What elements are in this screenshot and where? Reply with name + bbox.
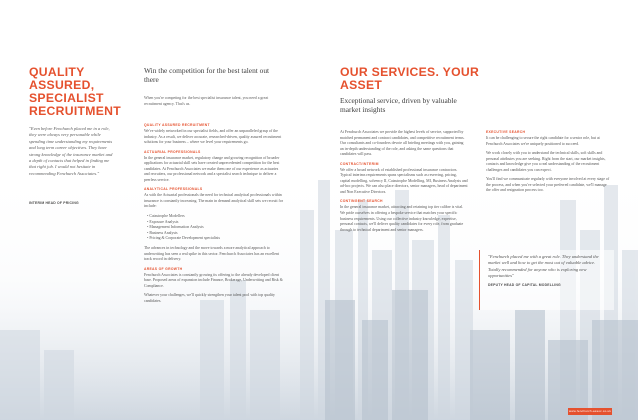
- section-overview: [340, 130, 468, 158]
- section-paragraph: We offer a broad network of established professional insurance contractors. Typical interims requirements spans specialisms such as reserving, pricing, capital modelling, solvency II, Catastrophe Modelling, MI, Business Analysts and ad-hoc projects. We can also place directors, senior managers, head of department and Non Executive Directors.: [340, 167, 468, 194]
- section-actuarial: [144, 150, 284, 184]
- testimonial-attribution: DEPUTY HEAD OF CAPITAL MODELLING: [488, 283, 561, 288]
- section-growth: [144, 267, 284, 305]
- section-paragraph: Fenchurch Associates is constantly growing its offering to the already developed client base. Proposed areas of expansion include Finance, Brokerage, Underwriting and Risk & Compliance.: [144, 272, 283, 288]
- section-paragraph: Whatever your challenges, we'll quickly strengthen your talent pool with top quality candidates.: [144, 293, 276, 303]
- section-title: ACTUARIAL PROFESSIONALS: [144, 149, 201, 154]
- section-paragraph: The advances in technology and the move towards a more analytical approach to underwriting has seen a real spike in this sector. Fenchurch Associates has an excellent track record in delivery.: [144, 245, 280, 262]
- skill-list: [144, 214, 284, 242]
- list-item: • Catastrophe Modellers: [147, 214, 284, 220]
- section-contract-interim: [340, 162, 468, 196]
- section-analytical: [144, 187, 284, 262]
- quote-attribution: INTERIM HEAD OF PRICING: [29, 201, 79, 205]
- section-title: EXECUTIVE SEARCH: [486, 130, 526, 134]
- section-quality-assured: [144, 123, 284, 146]
- intro-paragraph: When you're competing for the best specialist insurance talent, you need a great recruitment agency. That's us.: [144, 96, 269, 106]
- list-item: • Business Analysts: [147, 231, 284, 237]
- section-heading: Win the competition for the best talent out there: [144, 66, 270, 84]
- section-title: AREAS OF GROWTH: [144, 266, 183, 271]
- list-item: • Management Information Analysts: [147, 225, 284, 231]
- section-paragraph: At Fenchurch Associates we provide the highest levels of service, supported by matched permanent and contract candidates, and competitive recruitment terms. Our consultants and co-founders devote all briefing meetings with you, gaining an in-depth understanding of the role, and asking the same questions that candidates will pass.: [340, 130, 465, 157]
- right-body-column-2: [486, 130, 610, 198]
- section-title: ANALYTICAL PROFESSIONALS: [144, 187, 203, 192]
- left-body-column: [144, 123, 284, 308]
- list-item: • Pricing & Corporate Development specialists: [147, 236, 284, 242]
- section-title: QUALITY ASSURED RECRUITMENT: [144, 123, 210, 127]
- testimonial-quote: "Fenchurch placed me with a great role. They understand the market well and how to get the most out of valuable advice. Totally recommended for anyone who is exploring new opportunities": [488, 254, 599, 278]
- testimonial-quote-box: [479, 250, 614, 310]
- section-executive-search: [486, 130, 610, 194]
- website-link[interactable]: www.fenchurch-assoc.co.uk: [568, 409, 612, 413]
- left-page-title: QUALITY ASSURED, SPECIALIST RECRUITMENT: [29, 65, 121, 118]
- client-quote: "Even before Fenchurch placed me in a role, they were always very personable while spending time understanding my requirements and long term career objectives. They have strong knowledge of the insurance market and a depth of contacts that helped in finding me that right job. I would not hesitate in recommending Fenchurch Associates.": [29, 126, 113, 176]
- section-paragraph: In the general insurance market, regulatory change and growing recognition of broader applications for actuarial skill sets have created unprecedented competition for the best candidates. At Fenchurch Associates we make them one of our experience as actuaries and recruiters, our professional network and a specialist search technique to deliver a peerless service.: [144, 155, 280, 182]
- section-paragraph: We work closely with you to understand the technical skills, soft skills and personal attributes you are seeking. Right from the start, our market insights, contacts and knowledge give you a real understanding of the recruitment challenges and candidates you can expect.: [486, 151, 606, 172]
- section-paragraph: As with the Actuarial professionals the need for technical analytical professionals within insurance is constantly increasing. The main in demand analytical skill sets we recruit for include:: [144, 193, 284, 209]
- section-paragraph: It can be challenging to secure the right candidate for a senior role, but at Fenchurch Associates we're uniquely positioned to succeed.: [486, 136, 600, 146]
- section-paragraph: We've widely networked in our specialist fields, and offer an unparalleled grasp of the industry. As a result, we deliver accurate, researched-driven, quality assured recruitment solutions for your business – where we level your requirements go.: [144, 129, 282, 145]
- section-title: CONTRACT/INTERIM: [340, 161, 379, 166]
- section-paragraph: You'll find we communicate regularly with everyone involved at every stage of the process, and when you've selected your preferred candidate, we'll manage the offer and resignation process too.: [486, 177, 610, 193]
- right-page-title: OUR SERVICES. YOUR ASSET: [340, 65, 480, 92]
- right-page-subtitle: Exceptional service, driven by valuable market insights: [340, 96, 457, 115]
- list-item: • Exposure Analysts: [147, 220, 284, 226]
- section-paragraph: In the general insurance market, attracting and retaining top tier calibre is vital. We pride ourselves in offering a bespoke service that matches your specific business requirements. Using our collective industry knowledge, expertise, personal contacts, we'll deliver quality candidates for every role, from graduate through to technical department and senior managers.: [340, 205, 464, 232]
- section-contingent-search: [340, 199, 468, 233]
- section-title: CONTINGENT SEARCH: [340, 199, 383, 204]
- right-body-column-1: [340, 130, 468, 237]
